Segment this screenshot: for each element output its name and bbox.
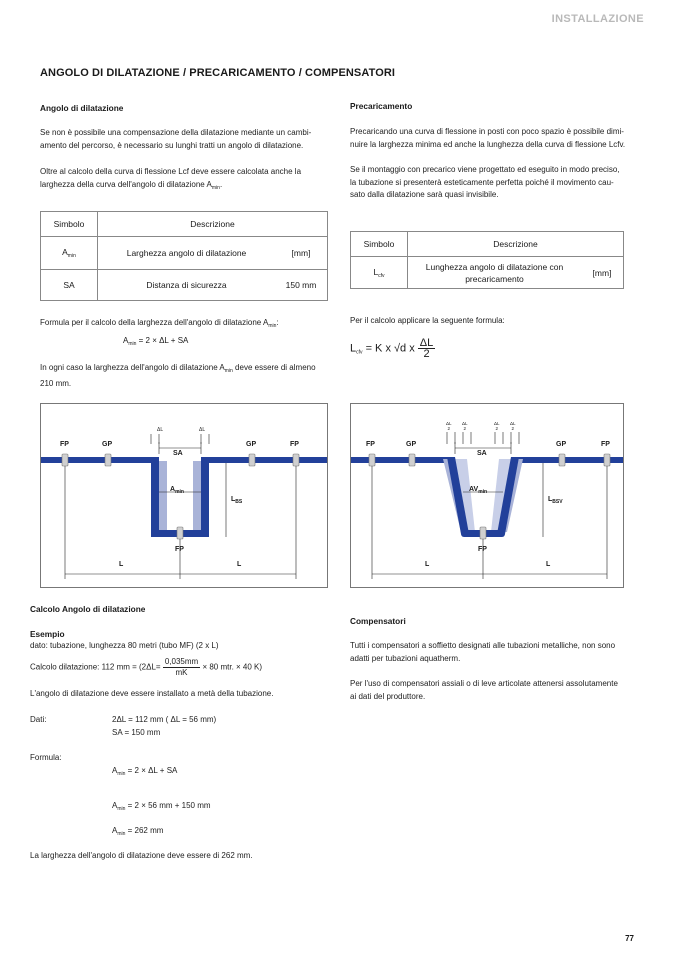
left-formula: $A_{min} = 2 \times \Delta L$ + SA bbox=[123, 336, 189, 347]
fixed-point-marker bbox=[480, 527, 486, 539]
guide-point-marker bbox=[559, 454, 565, 466]
table-header-descrizione: Descrizione bbox=[98, 212, 328, 237]
dati-values: 2ΔL = 112 mm ( ΔL = 56 mm) SA = 150 mm bbox=[112, 715, 217, 737]
compensatori-paragraph-1: Tutti i compensatori a soffietto designati alle tubazioni metalliche, non sono adatti per tubazioni aquatherm. bbox=[350, 641, 616, 663]
delta-l-half-label: ΔL 2 bbox=[510, 421, 516, 431]
calc-formula-3: $A_{min} = 262$ mm bbox=[112, 826, 164, 837]
guide-point-marker bbox=[409, 454, 415, 466]
right-formula: $L_{cfv} = K$ x √d x $\frac{\Delta L}{2}$ bbox=[350, 337, 434, 360]
gp-label: GP bbox=[246, 441, 257, 448]
compensatori-heading: Compensatori bbox=[350, 616, 406, 626]
calc-result: La larghezza dell'angolo di dilatazione deve essere di 262 mm. bbox=[30, 851, 253, 860]
avmin-label: $AV_{min}$ bbox=[469, 486, 488, 495]
page-number: 77 bbox=[625, 934, 634, 943]
fixed-point-marker bbox=[62, 454, 68, 466]
dati-label: Dati: bbox=[30, 715, 47, 724]
gp-label: GP bbox=[556, 441, 567, 448]
right-paragraph-1: Precaricando una curva di flessione in posti con poco spazio è possibile dimi- nuire la larghezza minima ed anche la lunghezza della curva di flessione Lcfv. bbox=[350, 127, 626, 149]
fixed-point-marker bbox=[369, 454, 375, 466]
delta-l-label: ΔL bbox=[157, 427, 164, 433]
left-heading: Angolo di dilatazione bbox=[40, 103, 124, 113]
guide-point-marker bbox=[105, 454, 111, 466]
guide-point-marker bbox=[249, 454, 255, 466]
l-label: L bbox=[237, 561, 242, 568]
sa-label: SA bbox=[173, 450, 183, 457]
preloaded-bend-diagram bbox=[350, 403, 624, 588]
table-row: $L_{cfv}$ Lunghezza angolo di dilatazione con precaricamento [mm] bbox=[351, 257, 624, 289]
l-label: L bbox=[119, 561, 124, 568]
left-note: In ogni caso la larghezza dell'angolo di dilatazione $A_{min}$ deve essere di almeno 210 mm. bbox=[40, 363, 316, 388]
calc-heading: Calcolo Angolo di dilatazione bbox=[30, 604, 146, 614]
fixed-point-marker bbox=[293, 454, 299, 466]
table-header-descrizione: Descrizione bbox=[408, 232, 624, 257]
left-paragraph-2: Oltre al calcolo della curva di flessione Lcf deve essere calcolata anche la larghezza della curva dell'angolo di dilatazione $A_{min}$. bbox=[40, 167, 302, 191]
calc-formula-2: $A_{min} = 2 \times 56$ mm + 150 mm bbox=[112, 801, 211, 812]
table-row: SA Distanza di sicurezza 150 mm bbox=[41, 270, 328, 301]
fp-label: FP bbox=[175, 546, 184, 553]
left-formula-intro: Formula per il calcolo della larghezza dell'angolo di dilatazione $A_{min}$: bbox=[40, 318, 279, 329]
formula-label: Formula: bbox=[30, 753, 62, 762]
page-title: ANGOLO DI DILATAZIONE / PRECARICAMENTO / COMPENSATORI bbox=[40, 67, 396, 79]
compensatori-paragraph-2: Per l'uso di compensatori assiali o di leve articolate attenersi assolutamente ai dati del produttore. bbox=[350, 679, 618, 701]
left-paragraph-1: Se non è possibile una compensazione della dilatazione mediante un cambi- amento del percorso, è necessario su lunghi tratti un angolo di dilatazione. bbox=[40, 128, 312, 150]
fp-label: FP bbox=[601, 441, 610, 448]
fp-label: FP bbox=[478, 546, 487, 553]
left-symbol-table bbox=[40, 211, 328, 301]
fp-label: FP bbox=[290, 441, 299, 448]
lbs-label: $L_{BS}$ bbox=[231, 496, 243, 505]
example-heading: Esempio bbox=[30, 629, 65, 639]
fp-label: FP bbox=[366, 441, 375, 448]
delta-l-half-label: ΔL 2 bbox=[446, 421, 452, 431]
section-header: INSTALLAZIONE bbox=[551, 13, 644, 25]
table-header-simbolo: Simbolo bbox=[41, 212, 98, 237]
example-line: dato: tubazione, lunghezza 80 metri (tubo MF) (2 x L) bbox=[30, 641, 219, 650]
gp-label: GP bbox=[102, 441, 113, 448]
fixed-point-marker bbox=[177, 527, 183, 539]
right-paragraph-2: Se il montaggio con precarico viene progettato ed eseguito in modo preciso, la tubazione si presenterà esteticamente perfetta poiché il movimento cau- sato dalla dilatazione sarà quasi invisibile. bbox=[350, 165, 620, 199]
expansion-bend-diagram bbox=[40, 403, 328, 588]
delta-l-half-label: ΔL 2 bbox=[494, 421, 500, 431]
l-label: L bbox=[425, 561, 430, 568]
l-label: L bbox=[546, 561, 551, 568]
fp-label: FP bbox=[60, 441, 69, 448]
sa-label: SA bbox=[477, 450, 487, 457]
dilation-calc: Calcolo dilatazione: 112 mm = (2ΔL= $\frac{0,035mm}{mK}$ × 80 mtr. × 40 K) bbox=[30, 657, 263, 677]
amin-label: $A_{min}$ bbox=[170, 486, 184, 495]
right-formula-intro: Per il calcolo applicare la seguente formula: bbox=[350, 316, 505, 325]
right-heading: Precaricamento bbox=[350, 101, 413, 111]
delta-l-label: ΔL bbox=[199, 427, 206, 433]
calc-formula-1: $A_{min} = 2 \times \Delta L$ + SA bbox=[112, 766, 178, 777]
install-note: L'angolo di dilatazione deve essere installato a metà della tubazione. bbox=[30, 689, 274, 698]
table-row: $A_{min}$ Larghezza angolo di dilatazione [mm] bbox=[41, 237, 328, 270]
lbsv-label: $L_{BSV}$ bbox=[548, 496, 563, 505]
gp-label: GP bbox=[406, 441, 417, 448]
right-symbol-table bbox=[350, 231, 624, 289]
fixed-point-marker bbox=[604, 454, 610, 466]
delta-l-half-label: ΔL 2 bbox=[462, 421, 468, 431]
table-header-simbolo: Simbolo bbox=[351, 232, 408, 257]
